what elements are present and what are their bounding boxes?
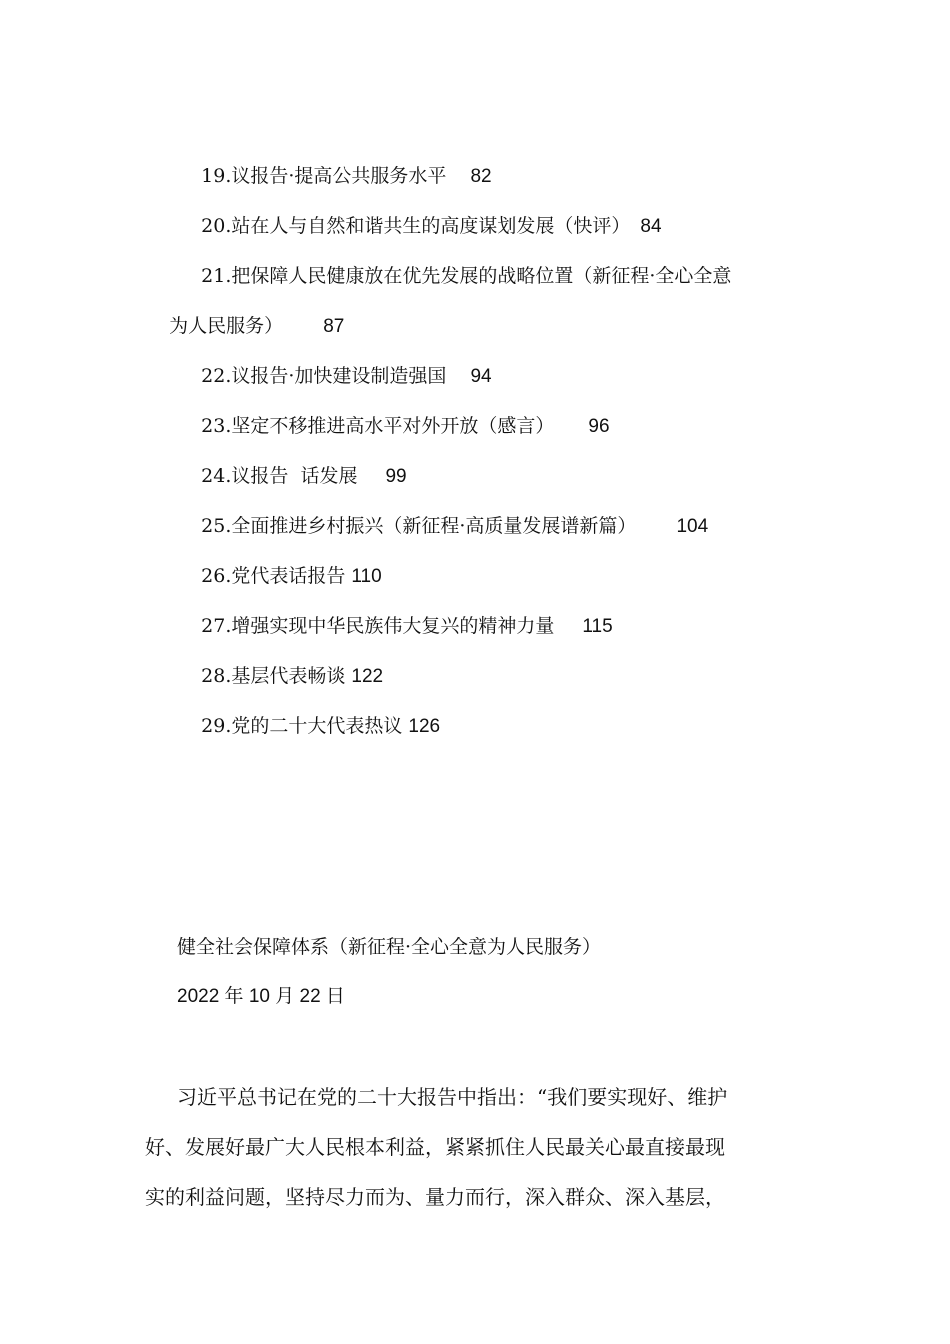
toc-entry-page: 122 xyxy=(351,666,384,687)
toc-entry-29 xyxy=(177,687,440,766)
toc-entry-text: 25.全面推进乡村振兴（新征程·高质量发展谱新篇） xyxy=(201,515,637,537)
article-body-line-2: 好、发展好最广大人民根本利益，紧紧抓住人民最关心最直接最现 xyxy=(145,1135,725,1159)
toc-entry-page: 87 xyxy=(323,316,345,337)
article-body-line-1: 习近平总书记在党的二十大报告中指出：“我们要实现好、维护 xyxy=(177,1085,728,1109)
toc-entry-text: 26.党代表话报告 xyxy=(201,565,346,587)
article-body-line-3: 实的利益问题，坚持尽力而为、量力而行，深入群众、深入基层， xyxy=(145,1185,725,1209)
toc-entry-text: 23.坚定不移推进高水平对外开放（感言） xyxy=(201,415,555,437)
toc-entry-text: 21.把保障人民健康放在优先发展的战略位置（新征程·全心全意 xyxy=(201,265,732,287)
toc-entry-text-continued: 为人民服务） xyxy=(169,315,284,337)
toc-entry-page: 82 xyxy=(470,166,492,187)
toc-entry-page: 94 xyxy=(470,366,492,387)
toc-entry-text: 20.站在人与自然和谐共生的高度谋划发展（快评） xyxy=(201,215,631,237)
toc-entry-text: 28.基层代表畅谈 xyxy=(201,665,346,687)
toc-entry-text: 27.增强实现中华民族伟大复兴的精神力量 xyxy=(201,615,555,637)
toc-entry-page: 99 xyxy=(385,466,407,487)
toc-entry-text: 19.议报告·提高公共服务水平 xyxy=(201,165,447,187)
toc-entry-page: 96 xyxy=(588,416,610,437)
toc-entry-text: 29.党的二十大代表热议 xyxy=(201,715,403,737)
toc-entry-page: 126 xyxy=(408,716,441,737)
toc-entry-page: 104 xyxy=(676,516,709,537)
toc-entry-page: 115 xyxy=(582,616,613,637)
toc-entry-text: 24.议报告 话发展 xyxy=(201,465,358,487)
toc-entry-page: 110 xyxy=(351,566,382,587)
article-title: 健全社会保障体系（新征程·全心全意为人民服务） xyxy=(177,936,602,958)
toc-entry-page: 84 xyxy=(640,216,662,237)
toc-entry-text: 22.议报告·加快建设制造强国 xyxy=(201,365,447,387)
article-date: 2022 年 10 月 22 日 xyxy=(177,986,345,1007)
